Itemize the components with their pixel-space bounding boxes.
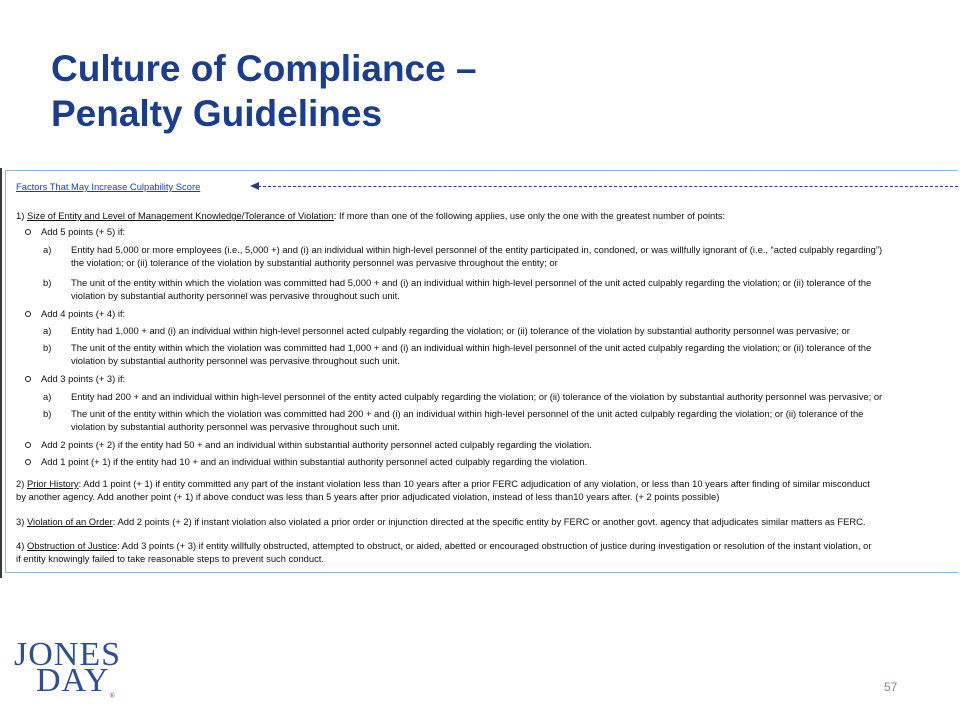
guidelines-document-excerpt [5,170,958,573]
item-text: The unit of the entity within which the violation was committed had 200 + and (i) an individual within high-level personnel of the unit acted culpably regarding the violation; or (ii) tolerance of the [71,408,864,419]
section-1-title: Size of Entity and Level of Management Knowledge/Tolerance of Violation [26,210,334,221]
section-3-title: Violation of an Order [26,516,113,527]
item-label: a) [43,391,52,402]
item-text: Entity had 1,000 + and (i) an individual within high-level personnel acted culpably regarding the violation; or (ii) tolerance of the violation by substantial authority personnel was pervasive; or [71,325,850,336]
circle-bullet-icon [25,376,31,382]
registered-mark: ® [109,692,116,700]
item-text: violation by substantial authority personnel was pervasive throughout such unit. [71,421,400,432]
item-text: the violation; or (ii) tolerance of the violation by substantial authority personnel was pervasive throughout the entity; or [71,257,558,268]
section-1 [16,210,725,222]
dashed-pointer-line [258,186,958,187]
slide-title-line-2: Penalty Guidelines [51,93,383,134]
item-text: Entity had 200 + and an individual within high-level personnel of the entity acted culpably regarding the violation; or (ii) tolerance of the violation by substantial authority personnel was pervasive; or [71,391,883,402]
circle-bullet-icon [25,229,31,235]
item-label: a) [43,244,52,255]
section-2-number: 2) [16,478,27,489]
slide-title-line-1: Culture of Compliance – [51,48,477,89]
item-text: violation by substantial authority personnel was pervasive throughout such unit. [71,355,400,366]
item-label: b) [43,277,52,288]
section-4-title: Obstruction of Justice [26,540,118,551]
section-4-number: 4) [16,540,27,551]
bullet-2-points-text: Add 2 points (+ 2) if the entity had 50 + and an individual within substantial authority personnel acted culpably regarding the violation. [41,439,592,450]
item-text: violation by substantial authority personnel was pervasive throughout such unit. [71,290,400,301]
logo-line-2 [36,662,116,700]
section-1-text: : If more than one of the following applies, use only the one with the greatest number of points: [333,210,726,221]
section-1-number: 1) [16,210,27,221]
item-text: Entity had 5,000 or more employees (i.e., 5,000 +) and (i) an individual within high-level personnel of the entity participated in, condoned, or was willfully ignorant of (i.e., “acted culpably regarding”) [71,244,883,255]
circle-bullet-icon [25,311,31,317]
item-label: b) [43,342,52,353]
item-label: a) [43,325,52,336]
section-2 [16,478,870,490]
bullet-5-points-text: Add 5 points (+ 5) if: [41,226,126,237]
bullet-3-points-text: Add 3 points (+ 3) if: [41,373,126,384]
circle-bullet-icon [25,442,31,448]
factors-heading: Factors That May Increase Culpability Score [16,181,201,192]
item-text: The unit of the entity within which the violation was committed had 5,000 + and (i) an individual within high-level personnel of the unit acted culpably regarding the violation; or (ii) tolerance of the [71,277,872,288]
bullet-1-point-text: Add 1 point (+ 1) if the entity had 10 + and an individual within substantial authority personnel acted culpably regarding the violation. [41,456,588,467]
section-2-text-line-2: by another agency. Add another point (+ 1) if above conduct was less than 5 years after prior adjudicated violation, instead of less than10 years after. (+ 2 points possible) [16,491,720,502]
logo-line-2-text: DAY [36,662,110,699]
section-4 [16,540,871,552]
item-label: b) [43,408,52,419]
page-number: 57 [884,680,898,694]
section-3 [16,516,866,528]
slide-title [51,46,477,136]
left-border-line [0,168,2,578]
logo-line-1: JONES [14,636,122,673]
section-3-text: : Add 2 points (+ 2) if instant violation also violated a prior order or injunction directed at the specific entity by FERC or another govt. agency that adjudicates similar matters as FERC. [112,516,866,527]
circle-bullet-icon [25,459,31,465]
section-4-text: : Add 3 points (+ 3) if entity willfully obstructed, attempted to obstruct, or aided, abetted or encouraged obstruction of justice during investigation or resolution of the instant violation, or [117,540,872,551]
section-2-text: : Add 1 point (+ 1) if entity committed any part of the instant violation less than 10 years after a prior FERC adjudication of any violation, or less than 10 years after finding of similar misconduct [78,478,870,489]
section-4-text-line-2: if entity knowingly failed to take reasonable steps to prevent such conduct. [16,553,324,564]
section-2-title: Prior History [26,478,79,489]
section-3-number: 3) [16,516,27,527]
bullet-4-points-text: Add 4 points (+ 4) if: [41,308,126,319]
item-text: The unit of the entity within which the violation was committed had 1,000 + and (i) an individual within high-level personnel of the unit acted culpably regarding the violation; or (ii) tolerance of the [71,342,872,353]
